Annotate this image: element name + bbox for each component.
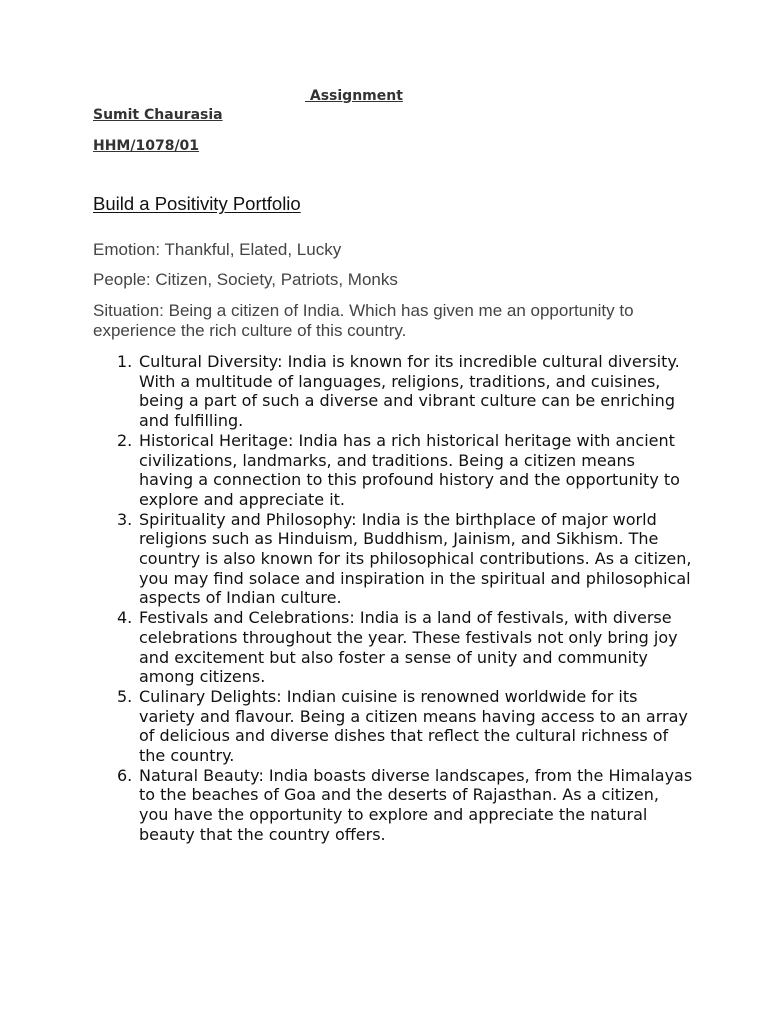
document-heading: Build a Positivity Portfolio — [93, 193, 301, 214]
people-line: People: Citizen, Society, Patriots, Monks — [93, 270, 398, 289]
list-item-text: Culinary Delights: Indian cuisine is renowned worldwide for its variety and flavour. Being a citizen means having access to an array of delicious and diverse dishes that reflect the cultural richness of the country. — [139, 686, 688, 766]
emotion-line: Emotion: Thankful, Elated, Lucky — [93, 240, 342, 259]
list-item-text: Festivals and Celebrations: India is a land of festivals, with diverse celebrations throughout the year. These festivals not only bring joy and excitement but also foster a sense of unity and community among citizens. — [139, 608, 678, 687]
list-item-number: 4. — [117, 608, 133, 628]
list-item-number: 6. — [117, 765, 133, 785]
list-item — [93, 687, 693, 766]
list-item-text: Natural Beauty: India boasts diverse landscapes, from the Himalayas to the beaches of Goa and the deserts of Rajasthan. As a citizen, you have the opportunity to explore and appreciate the natural beauty that the country offers. — [139, 765, 693, 844]
situation-paragraph: Situation: Being a citizen of India. Which has given me an opportunity to experience the rich culture of this country. — [93, 301, 634, 340]
list-item-text: Spirituality and Philosophy: India is the birthplace of major world religions such as Hinduism, Buddhism, Jainism, and Sikhism. The country is also known for its philosophical contributions. As a citizen, you may find solace and inspiration in the spiritual and philosophical aspects of Indian culture. — [139, 509, 692, 608]
list-item — [93, 608, 693, 687]
assignment-title: Assignment — [305, 88, 403, 104]
author-name: Sumit Chaurasia — [93, 107, 223, 123]
list-item-number: 3. — [117, 509, 133, 529]
list-item — [93, 766, 693, 845]
reasons-list — [93, 352, 693, 845]
list-item — [93, 352, 693, 431]
student-id: HHM/1078/01 — [93, 138, 200, 154]
list-item-number: 2. — [117, 430, 133, 450]
list-item-text: Historical Heritage: India has a rich historical heritage with ancient civilizations, landmarks, and traditions. Being a citizen means having a connection to this profound history and the opportunity to explore and appreciate it. — [139, 430, 680, 509]
list-item-number: 1. — [117, 352, 133, 371]
list-item-number: 5. — [117, 686, 133, 706]
list-item-text: Cultural Diversity: India is known for its incredible cultural diversity. With a multitude of languages, religions, traditions, and cuisines, being a part of such a diverse and vibrant culture can be enriching and fulfilling. — [139, 352, 680, 431]
list-item — [93, 510, 693, 609]
list-item — [93, 431, 693, 510]
